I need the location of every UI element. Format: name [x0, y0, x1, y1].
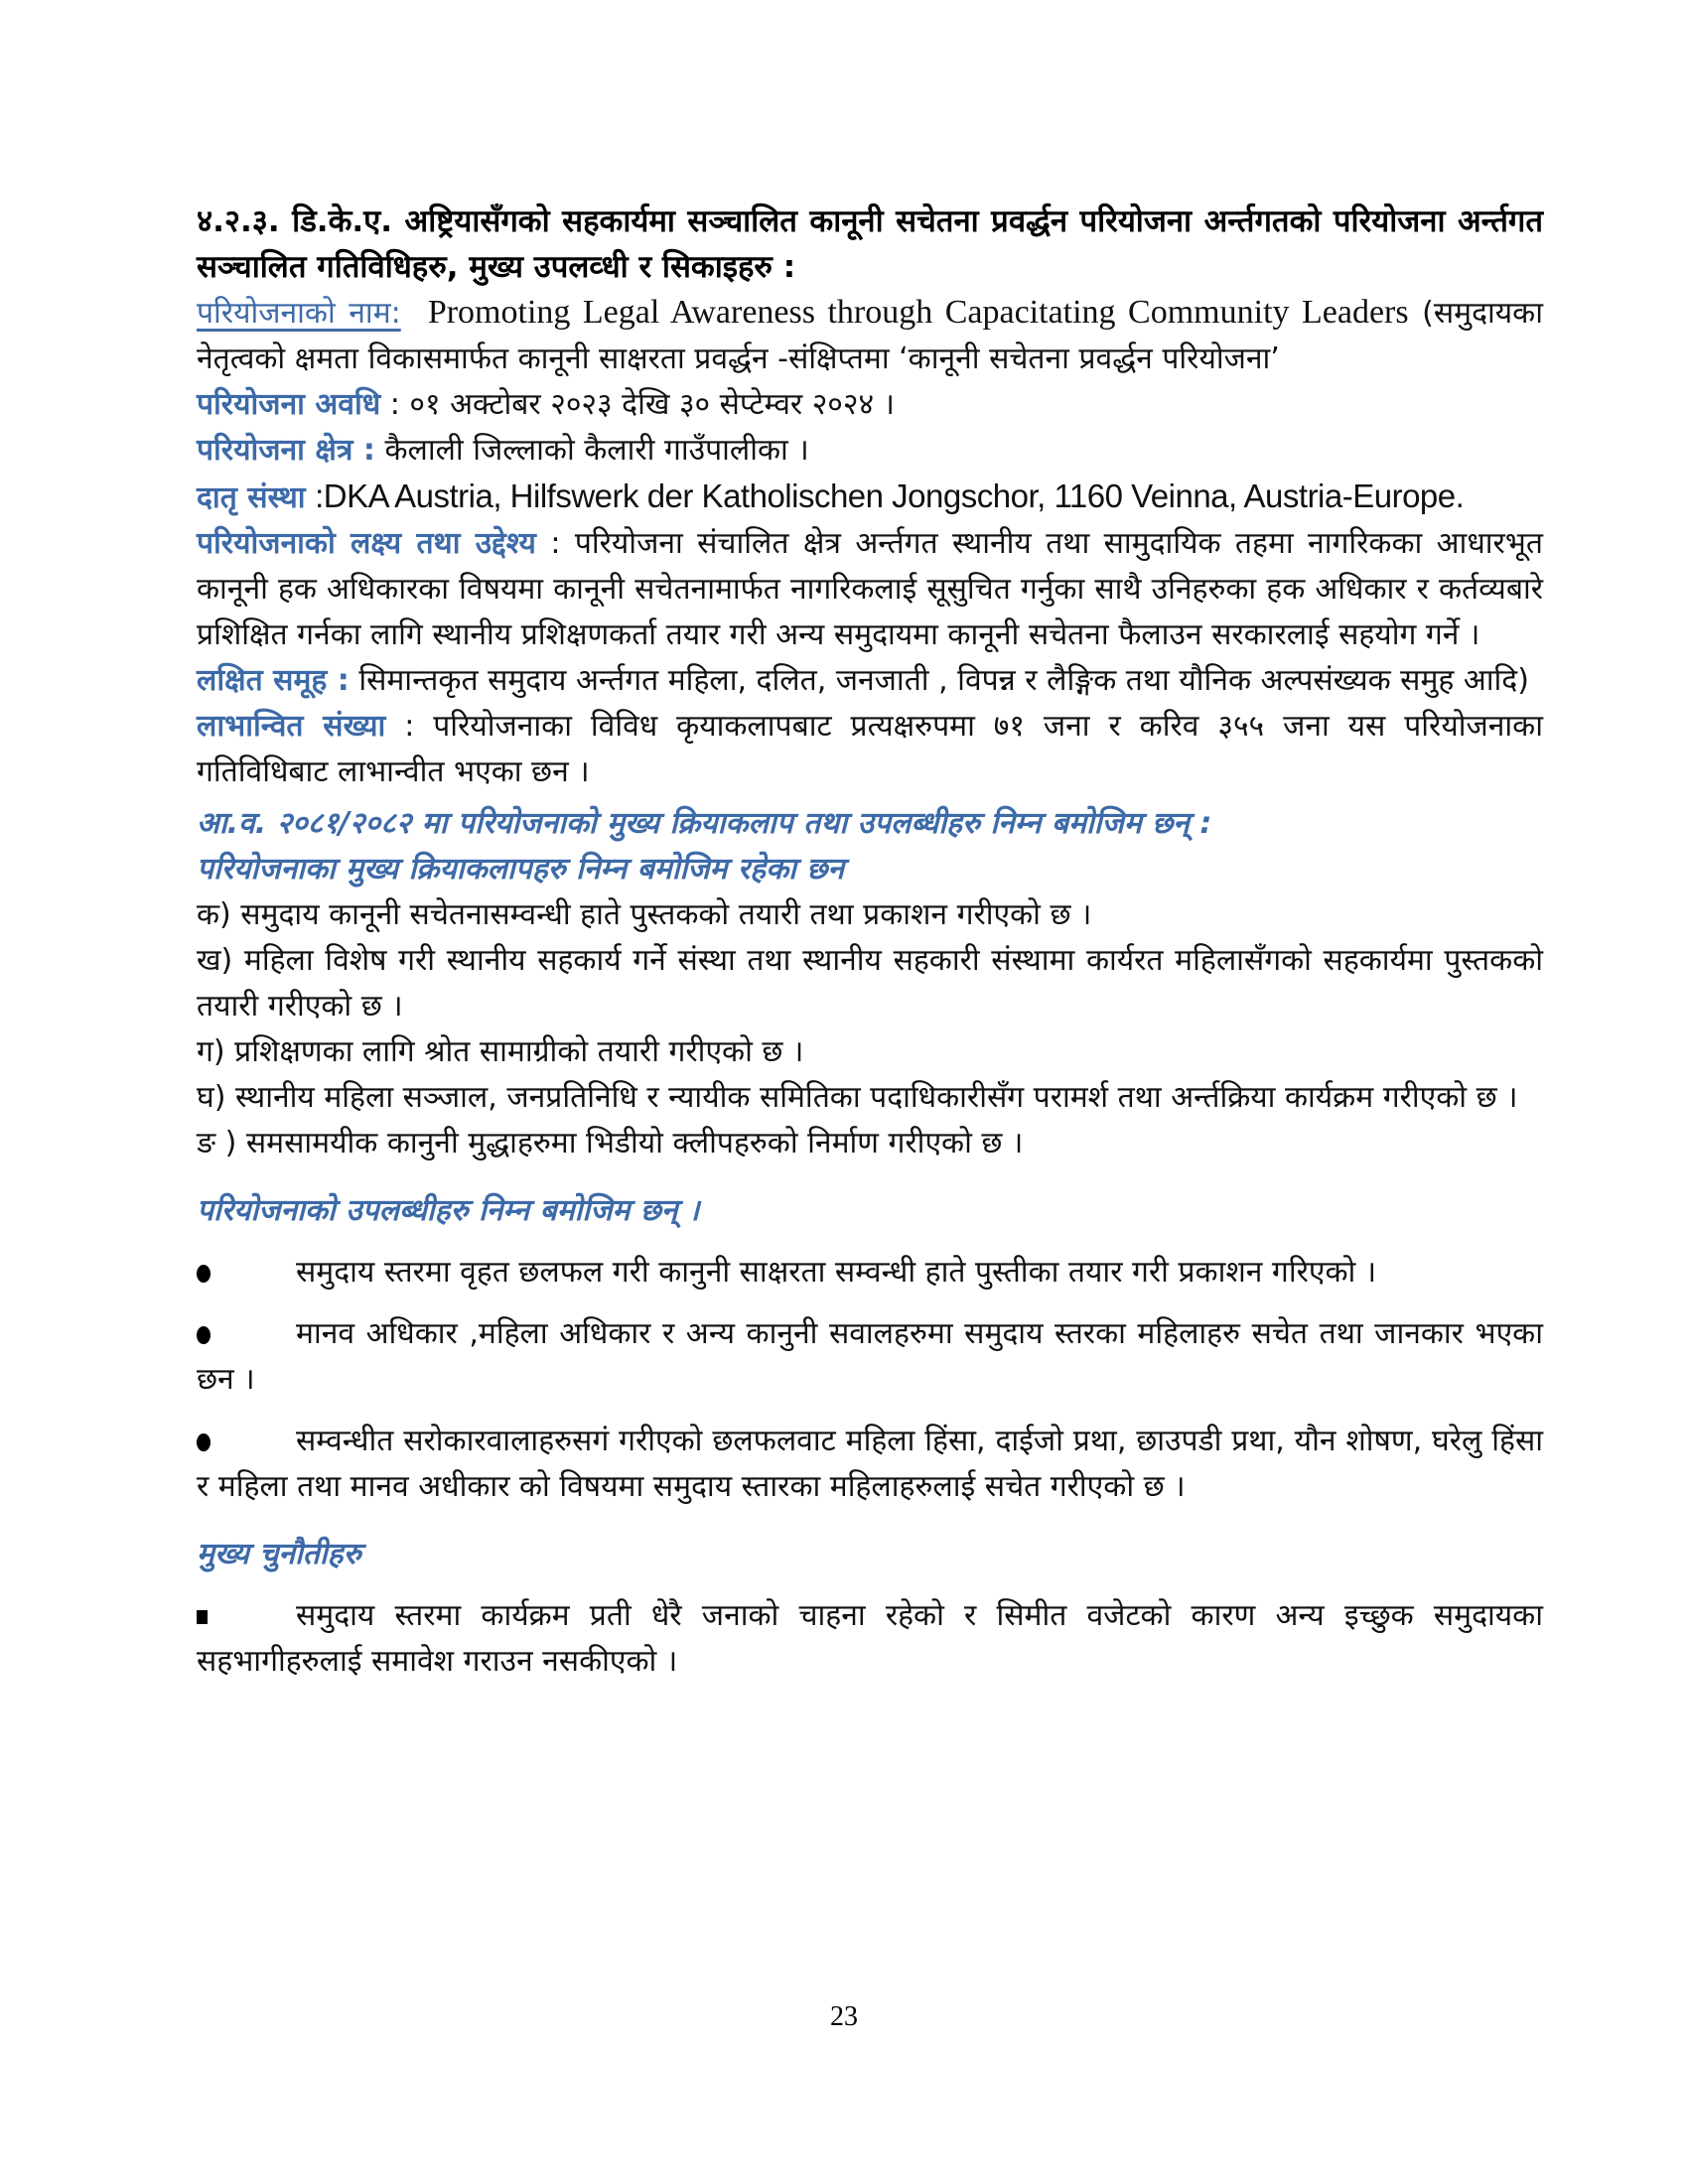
activities-intro-heading: आ.व. २०८१/२०८२ मा परियोजनाको मुख्य क्रियाकलाप तथा उपलब्धीहरु निम्न बमोजिम छन् : [197, 806, 1212, 841]
objective-value: : परियोजना संचालित क्षेत्र अर्न्तगत स्थानीय तथा सामुदायिक तहमा नागरिकका आधारभूत कानूनी हक अधिकारका विषयमा कानूनी सचेतनामार्फत नागरिकलाई सूसुचित गर्नुका साथै उनिहरुका हक अधिकार र कर्तव्यबारे प्रशिक्षित गर्नका लागि स्थानीय प्रशिक्षणकर्ता तयार गरी अन्य समुदायमा कानूनी सचेतना फैलाउन सरकारलाई सहयोग गर्ने । [197, 526, 1543, 652]
square-bullet-icon [197, 1610, 208, 1624]
objective-label: परियोजनाको लक्ष्य तथा उद्देश्य [197, 526, 536, 561]
bullet-icon [197, 1265, 211, 1283]
achievement-item: सम्वन्धीत सरोकारवालाहरुसगं गरीएको छलफलवाट महिला हिंसा, दाईजो प्रथा, छाउपडी प्रथा, यौन शोषण, घरेलु हिंसा र महिला तथा मानव अधीकार को विषयमा समुदाय स्तारका महिलाहरुलाई सचेत गरीएको छ । [197, 1424, 1543, 1504]
project-name-nepali: (समुदायका नेतृत्वको क्षमता विकासमार्फत कानूनी साक्षरता प्रवर्द्धन -संक्षिप्तमा ‘कानूनी सचेतना प्रवर्द्धन परियोजना’ [197, 296, 1543, 376]
project-name [197, 290, 1543, 382]
achievement-item: समुदाय स्तरमा वृहत छलफल गरी कानुनी साक्षरता सम्वन्धी हाते पुस्तीका तयार गरी प्रकाशन गरिएको । [197, 1250, 1543, 1296]
activity-item: ङ ) समसामयीक कानुनी मुद्धाहरुमा भिडीयो क्लीपहरुको निर्माण गरीएको छ । [197, 1126, 1024, 1160]
achievement-item: मानव अधिकार ,महिला अधिकार र अन्य कानुनी सवालहरुमा समुदाय स्तरका महिलाहरु सचेत तथा जानकार भएका छन । [197, 1316, 1543, 1397]
area-value: कैलाली जिल्लाको कैलारी गाउँपालीका । [384, 433, 809, 468]
bullet-icon [197, 1433, 211, 1451]
project-area [197, 428, 1543, 474]
bullet-icon [197, 1326, 211, 1344]
target-group [197, 658, 1543, 704]
challenges-heading: मुख्य चुनौतीहरु [197, 1537, 361, 1571]
project-duration [197, 382, 1543, 428]
page-number: 23 [830, 2001, 858, 2032]
activities-subheading: परियोजनाका मुख्य क्रियाकलापहरु निम्न बमोजिम रहेका छन [197, 852, 845, 887]
achievements-heading: परियोजनाको उपलब्धीहरु निम्न बमोजिम छन् । [197, 1193, 700, 1228]
project-donor [197, 474, 1543, 521]
activity-item: ख) महिला विशेष गरी स्थानीय सहकार्य गर्ने संस्था तथा स्थानीय सहकारी संस्थामा कार्यरत महिलासँगको सहकार्यमा पुस्तकको तयारी गरीएको छ । [197, 943, 1543, 1024]
duration-label: परियोजना अवधि [197, 387, 381, 422]
target-label: लक्षित समूह : [197, 663, 350, 698]
document-page [197, 199, 1543, 1685]
beneficiaries [197, 704, 1543, 795]
activity-item: ग) प्रशिक्षणका लागि श्रोत सामाग्रीको तयारी गरीएको छ । [197, 1034, 804, 1069]
beneficiary-label: लाभान्वित संख्या [197, 709, 386, 744]
activity-item: घ) स्थानीय महिला सञ्जाल, जनप्रतिनिधि र न्यायीक समितिका पदाधिकारीसँग परामर्श तथा अर्न्तक्रिया कार्यक्रम गरीएको छ । [197, 1080, 1518, 1115]
beneficiary-value: : परियोजनाका विविध कृयाकलापबाट प्रत्यक्षरुपमा ७१ जना र करिव ३५५ जना यस परियोजनाका गतिविधिबाट लाभान्वीत भएका छन । [197, 709, 1543, 789]
section-heading: ४.२.३. डि.के.ए. अष्ट्रियासँगको सहकार्यमा सञ्चालित कानूनी सचेतना प्रवर्द्धन परियोजना अर्न्तगतको परियोजना अर्न्तगत सञ्चालित गतिविधिहरु, मुख्य उपलव्धी र सिकाइहरु : [197, 204, 1543, 285]
project-objective [197, 521, 1543, 658]
duration-value: : ०१ अक्टोबर २०२३ देखि ३० सेप्टेम्वर २०२४ । [389, 387, 896, 422]
target-value: सिमान्तकृत समुदाय अर्न्तगत महिला, दलित, जनजाती , विपन्न र लैङ्गिक तथा यौनिक अल्पसंख्यक समुह आदि) [358, 663, 1529, 698]
project-name-english: Promoting Legal Awareness through Capacitating Community Leaders [427, 294, 1409, 331]
donor-label: दातृ संस्था [197, 480, 306, 515]
challenge-item: समुदाय स्तरमा कार्यक्रम प्रती धेरै जनाको चाहना रहेको र सिमीत वजेटको कारण अन्य इच्छुक समुदायका सहभागीहरुलाई समावेश गराउन नसकीएको । [197, 1598, 1543, 1679]
area-label: परियोजना क्षेत्र : [197, 433, 375, 468]
project-name-label: परियोजनाको नाम: [197, 296, 401, 331]
activity-item: क) समुदाय कानूनी सचेतनासम्वन्धी हाते पुस्तकको तयारी तथा प्रकाशन गरीएको छ । [197, 897, 1092, 932]
donor-value: :DKA Austria, Hilfswerk der Katholischen Jongschor, 1160 Veinna, Austria-Europe. [315, 478, 1465, 514]
